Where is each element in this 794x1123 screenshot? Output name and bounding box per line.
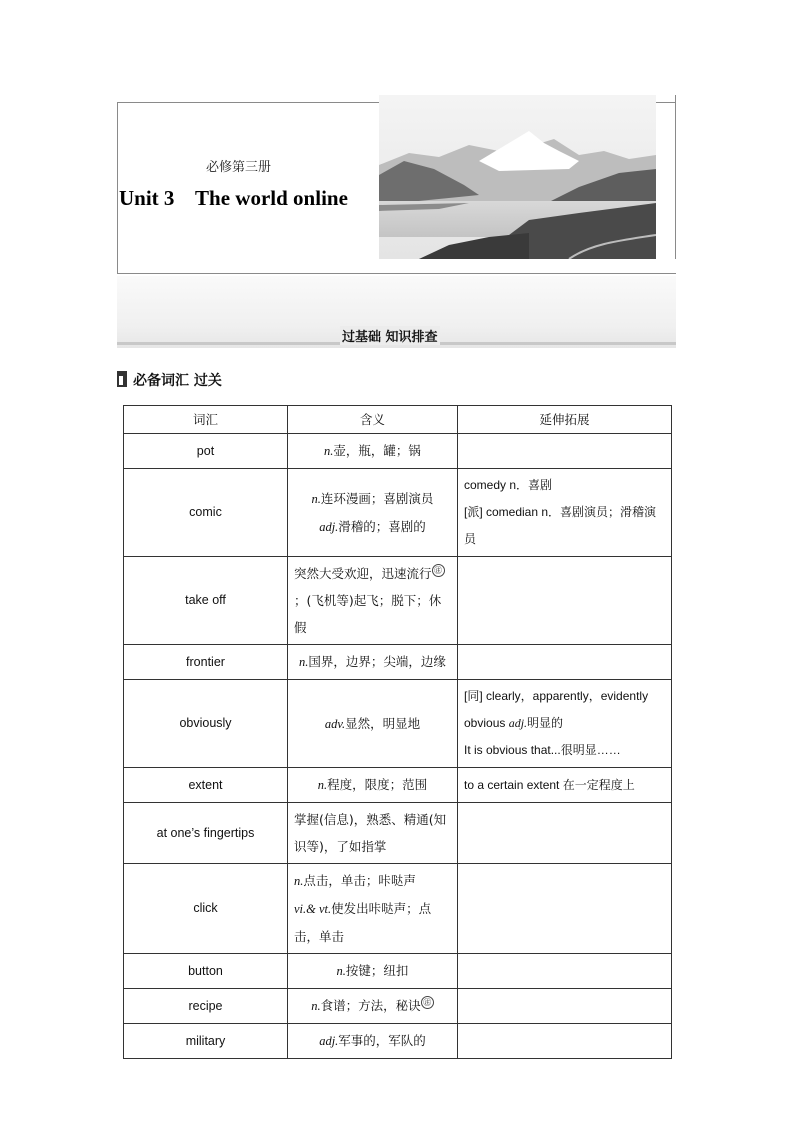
table-row: [124, 989, 672, 1024]
meaning-text: 国界，边界；尖端，边缘: [308, 654, 446, 669]
meaning-cell: [288, 680, 458, 768]
word-cell: at one’s fingertips: [124, 803, 288, 864]
extension-cell: [458, 434, 672, 469]
table-row: [124, 803, 672, 864]
extension-line: It is obvious that...很明显……: [464, 743, 621, 757]
word-cell: button: [124, 954, 288, 989]
meaning-text: 程度，限度；范围: [327, 777, 428, 792]
table-row: [124, 1024, 672, 1059]
meaning-text: 滑稽的；喜剧的: [338, 518, 426, 534]
meaning-cell: [288, 954, 458, 989]
pos-label: adj.: [319, 519, 339, 534]
word-cell: obviously: [124, 680, 288, 768]
extension-cell: [458, 680, 672, 768]
vocab-heading: 必备词汇 过关: [133, 373, 222, 389]
word-cell: click: [124, 864, 288, 954]
word-cell: recipe: [124, 989, 288, 1024]
extension-line: [464, 710, 665, 737]
word-cell: military: [124, 1024, 288, 1059]
section-marker-icon: [117, 371, 127, 387]
section-title: 过基础 知识排查: [340, 326, 440, 345]
extension-cell: [458, 864, 672, 954]
pos-label: adj.: [319, 1034, 339, 1048]
note-icon: ㊟: [432, 564, 445, 577]
table-row: [124, 434, 672, 469]
table-row: [124, 557, 672, 645]
table-row: [124, 680, 672, 768]
pos-label: n.: [324, 444, 334, 458]
table-row: [124, 864, 672, 954]
pos-label: n.: [311, 491, 321, 506]
meaning-text: 显然，明显地: [345, 715, 421, 731]
extension-text: 明显的: [527, 716, 564, 730]
meaning-text: 突然大受欢迎，迅速流行: [294, 566, 432, 581]
meaning-text: 军事的，军队的: [338, 1033, 426, 1048]
pos-label: n.: [294, 874, 304, 888]
header-word: 词汇: [124, 406, 288, 434]
word-cell: comic: [124, 469, 288, 557]
extension-cell: to a certain extent 在一定程度上: [458, 768, 672, 803]
meaning-cell: [288, 469, 458, 557]
extension-cell: [458, 1024, 672, 1059]
pos-label: n.: [311, 999, 321, 1013]
meaning-cell: [288, 989, 458, 1024]
meaning-cell: [288, 1024, 458, 1059]
table-row: [124, 768, 672, 803]
extension-cell: [458, 954, 672, 989]
pos-label: n.: [299, 655, 309, 669]
pos-label: vi.& vt.: [294, 902, 332, 916]
pos-label: n.: [317, 778, 328, 792]
extension-line: [同] clearly，apparently，evidently: [464, 689, 649, 703]
meaning-cell: [288, 645, 458, 680]
extension-line: comedy n．喜剧: [464, 478, 553, 492]
extension-cell: [458, 989, 672, 1024]
pos-label: adj.: [508, 716, 528, 730]
header-extension: 延伸拓展: [458, 406, 672, 434]
extension-cell: [458, 557, 672, 645]
meaning-cell: [288, 434, 458, 469]
word-cell: take off: [124, 557, 288, 645]
meaning-cell: [288, 557, 458, 645]
meaning-cell: [288, 864, 458, 954]
unit-title: Unit 3 The world online: [119, 186, 348, 210]
meaning-text: 按键；纽扣: [345, 963, 409, 978]
pos-label: adv.: [324, 716, 346, 731]
meaning-text: ；(飞机等)起飞；脱下；休假: [294, 593, 442, 635]
table-row: [124, 469, 672, 557]
word-cell: extent: [124, 768, 288, 803]
table-row: [124, 954, 672, 989]
meaning-text: 使发出咔哒声；点击，单击: [294, 901, 432, 944]
meaning-cell: 掌握(信息)，熟悉、精通(知识等)，了如指掌: [288, 803, 458, 864]
extension-line: [派] comedian n．喜剧演员；滑稽演员: [464, 505, 657, 546]
meaning-text: 壶，瓶，罐；锅: [333, 443, 421, 458]
vocab-table: [123, 405, 672, 1059]
meaning-text: 食谱；方法，秘诀: [320, 998, 421, 1013]
table-row: [124, 645, 672, 680]
table-header-row: [124, 406, 672, 434]
book-subtitle: 必修第三册: [206, 160, 272, 175]
extension-word: obvious: [464, 716, 509, 730]
word-cell: frontier: [124, 645, 288, 680]
extension-cell: [458, 645, 672, 680]
pos-label: n.: [336, 964, 346, 978]
meaning-text: 连环漫画；喜剧演员: [320, 490, 434, 506]
meaning-cell: [288, 768, 458, 803]
extension-cell: [458, 803, 672, 864]
banner-divider: [675, 95, 676, 259]
header-meaning: 含义: [288, 406, 458, 434]
word-cell: pot: [124, 434, 288, 469]
mountain-lake-photo: [379, 95, 656, 259]
extension-cell: [458, 469, 672, 557]
note-icon: ㊟: [421, 996, 434, 1009]
meaning-text: 点击，单击；咔哒声: [303, 873, 416, 888]
